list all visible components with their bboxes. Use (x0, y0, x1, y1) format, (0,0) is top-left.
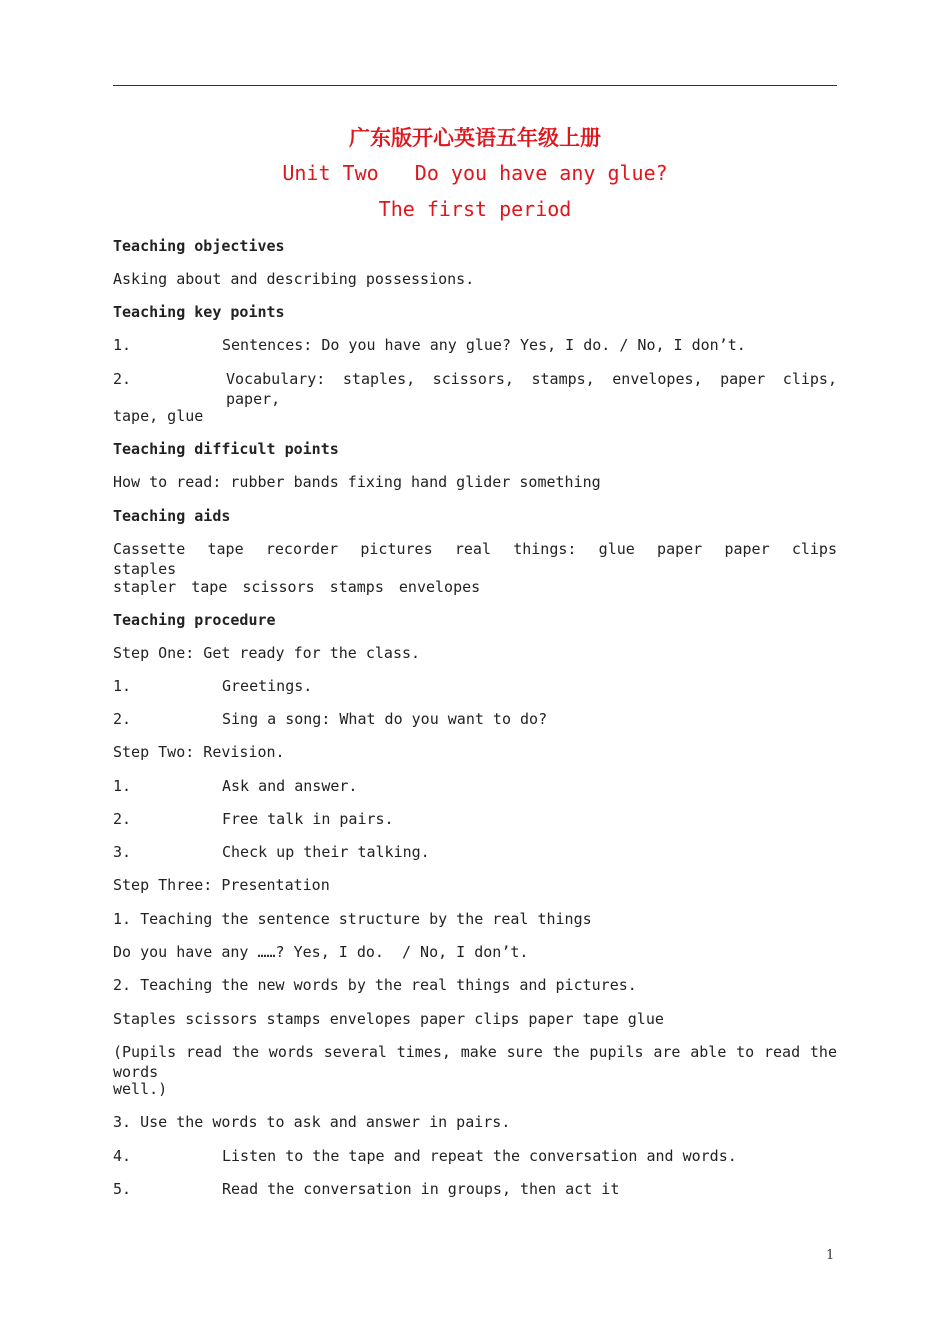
period-title: The first period (378, 197, 572, 221)
paragraph: Staples scissors stamps envelopes paper clips paper tape glue (113, 1010, 664, 1028)
keypoint-text: Sentences: Do you have any glue? Yes, I do. / No, I don’t. (222, 336, 746, 354)
step-one-heading: Step One: Get ready for the class. (113, 644, 421, 662)
paragraph: 3. Use the words to ask and answer in pairs. (113, 1113, 511, 1131)
page-number: 1 (826, 1248, 835, 1263)
list-text: Free talk in pairs. (222, 810, 394, 828)
objectives-heading: Teaching objectives (113, 237, 285, 255)
aids-text: Cassette tape recorder pictures real things: glue paper paper clips staples (113, 540, 837, 578)
list-number: 1. (113, 777, 132, 795)
procedure-heading: Teaching procedure (113, 611, 276, 629)
keypoint-text: Vocabulary: staples, scissors, stamps, envelopes, paper clips, paper, (226, 370, 837, 408)
aids-heading: Teaching aids (113, 507, 231, 525)
list-text: Sing a song: What do you want to do? (222, 710, 548, 728)
list-number: 5. (113, 1180, 132, 1198)
step-two-heading: Step Two: Revision. (113, 743, 285, 761)
keypoint-text-continued: tape, glue (113, 407, 204, 425)
list-number: 2. (113, 810, 132, 828)
keypoint-item (113, 335, 837, 355)
list-text: Ask and answer. (222, 777, 358, 795)
list-number: 1. (113, 677, 132, 695)
list-number: 3. (113, 843, 132, 861)
list-item (113, 1179, 837, 1199)
unit-title: Unit Two Do you have any glue? (282, 161, 668, 185)
header-rule (113, 85, 837, 86)
aids-text-continued: stapler tape scissors stamps envelopes (113, 578, 481, 596)
step-three-heading: Step Three: Presentation (113, 876, 330, 894)
list-item (113, 676, 837, 696)
list-item (113, 809, 837, 829)
list-number: 2. (113, 370, 132, 388)
keypoint-item (113, 369, 837, 409)
list-number: 1. (113, 336, 132, 354)
paragraph-continued: well.) (113, 1080, 168, 1098)
paragraph: 1. Teaching the sentence structure by the real things (113, 910, 592, 928)
list-item (113, 1146, 837, 1166)
paragraph: Do you have any ……? Yes, I do. / No, I don’t. (113, 943, 529, 961)
list-text: Greetings. (222, 677, 313, 695)
list-text: Read the conversation in groups, then act it (222, 1180, 620, 1198)
list-text: Check up their talking. (222, 843, 430, 861)
list-item (113, 776, 837, 796)
list-item (113, 709, 837, 729)
list-item (113, 842, 837, 862)
paragraph: 2. Teaching the new words by the real things and pictures. (113, 976, 637, 994)
objectives-text: Asking about and describing possessions. (113, 270, 475, 288)
list-number: 4. (113, 1147, 132, 1165)
keypoints-heading: Teaching key points (113, 303, 285, 321)
list-text: Listen to the tape and repeat the conversation and words. (222, 1147, 737, 1165)
paragraph: (Pupils read the words several times, make sure the pupils are able to read the words (113, 1043, 837, 1081)
list-number: 2. (113, 710, 132, 728)
document-title-chinese: 广东版开心英语五年级上册 (349, 125, 601, 150)
difficult-heading: Teaching difficult points (113, 440, 339, 458)
difficult-text: How to read: rubber bands fixing hand glider something (113, 473, 601, 491)
